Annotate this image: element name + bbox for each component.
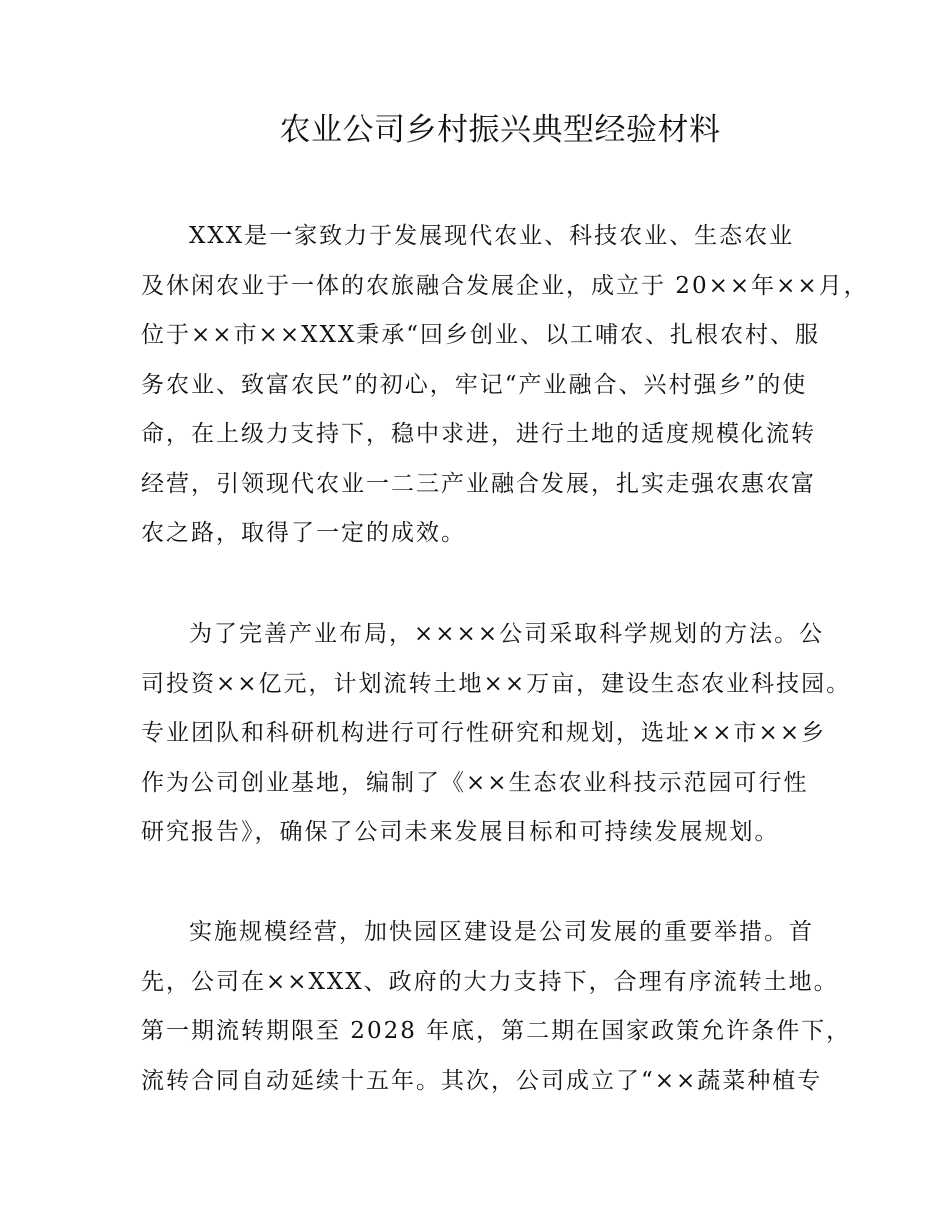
paragraph-line: 司投资××亿元，计划流转土地××万亩，建设生态农业科技园。 — [141, 670, 852, 697]
paragraph-line: 流转合同自动延续十五年。其次，公司成立了“××蔬菜种植专 — [141, 1067, 823, 1094]
paragraph-line: 农之路，取得了一定的成效。 — [141, 520, 466, 546]
paragraph-line: 第一期流转期限至 2028 年底，第二期在国家政策允许条件下， — [141, 1018, 852, 1044]
paragraph-2 — [141, 610, 852, 858]
paragraph-line: 为了完善产业布局，××××公司采取科学规划的方法。公 — [189, 621, 825, 647]
paragraph-line: 实施规模经营，加快园区建设是公司发展的重要举措。首 — [189, 919, 814, 945]
paragraph-line: 务农业、致富农民”的初心，牢记“产业融合、兴村强乡”的使 — [141, 371, 808, 398]
paragraph-line: 位于××市××XXX秉承“回乡创业、以工哺农、扎根农村、服 — [141, 322, 820, 348]
paragraph-1 — [141, 212, 869, 559]
paragraph-line: 经营，引领现代农业一二三产业融合发展，扎实走强农惠农富 — [141, 470, 816, 497]
document-title: 农业公司乡村振兴典型经验材料 — [279, 112, 721, 148]
paragraph-line: 命，在上级力支持下，稳中求进，进行土地的适度规模化流转 — [141, 421, 816, 447]
paragraph-line: 及休闲农业于一体的农旅融合发展企业，成立于 20××年××月， — [141, 272, 869, 299]
paragraph-line: 研究报告》，确保了公司未来发展目标和可持续发展规划。 — [141, 819, 780, 845]
paragraph-3 — [141, 908, 852, 1106]
paragraph-line: 作为公司创业基地，编制了《××生态农业科技示范园可行性 — [141, 769, 809, 796]
paragraph-line: 专业团队和科研机构进行可行性研究和规划，选址××市××乡 — [141, 720, 827, 746]
paragraph-line: XXX是一家致力于发展现代农业、科技农业、生态农业 — [189, 223, 795, 249]
paragraph-line: 先，公司在××XXX、政府的大力支持下，合理有序流转土地。 — [141, 968, 839, 995]
